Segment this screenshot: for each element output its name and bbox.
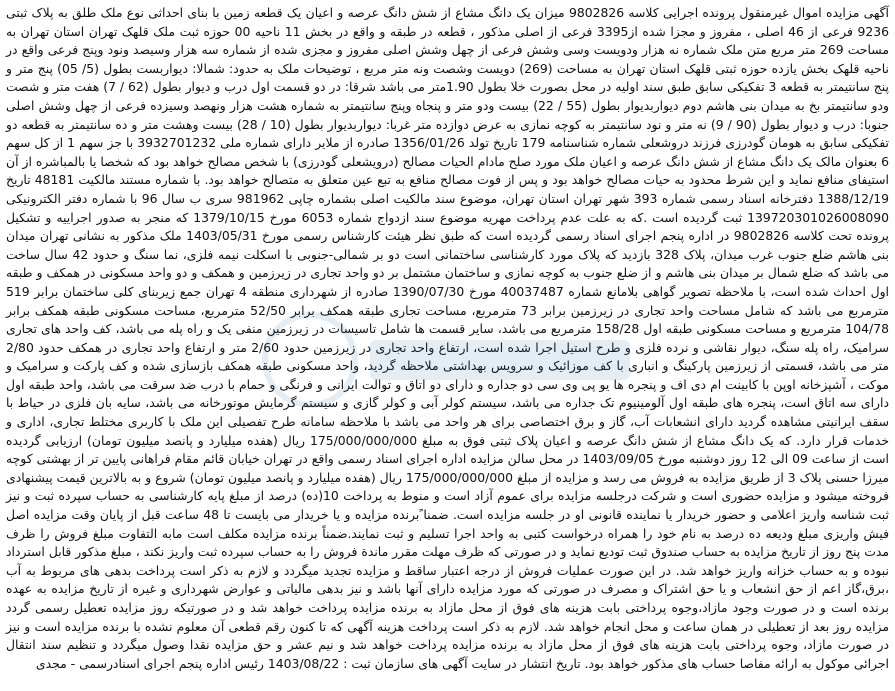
- auction-notice-text: آگهی مزایده اموال غیرمنقول پرونده اجرایی کلاسه 9802826 میزان یک دانگ مشاع از شش دانگ عرصه و اعیان یک قطعه زمین با بنای احداثی نوع ملک طلق به پلاک ثبتی 9236 فرعی از 46 اصلی ، مفروز و مجزا شده از3395 فرعی از اصلی مذکور ، قطعه در طبقه و واقع در بخش 11 ناحیه 00 حوزه ثبت ملک قلهک تهران استان تهران به مساحت 269 متر مربع متن ملک شماره نه هزار ودویست وسی وشش فرعی از چهل وشش اصلی مفروز و مجزی شده از شماره سه هزار وسیصد ونود وپنج فرعی واقع در ناحیه قلهک بخش یازده حوزه ثبتی قلهک استان تهران به مساحت (269) دویست وشصت ونه متر مربع ، توضیحات ملک به حدود: شمالا: دیواربست بطول (5/ 05) پنج متر و پنج سانتیمتر به قطعه 3 تفکیکی سابق طبق سند اولیه در محل بصورت خلا بطول 1.90متر می باشد شرقا: در دو قسمت اول درب و دیوار بطول (62 / 7) هفت متر و شصت ودو سانتیمتر بخ به میدان بنی هاشم دوم دیواربدیوار بطول (55 / 22) بیست ودو متر و پنجاه وپنج سانتیمتر به شماره هشت هزار ونهصد وسیزده فرعی از چهل وشش اصلی جنوبا: درب و دیوار بطول (90 / 9) نه متر و نود سانتیمتر به کوچه نمازی به عرض دوازده متر غربا: دیواربدیوار بطول (10 / 28) بیست وهشت متر و ده سانتیمتر به قطعه دو تفکیکی سابق به هومان گودرزی فرزند دروشعلی شماره شناسنامه 179 تاریخ تولد 1356/01/26 صادره از ملایر دارای شماره ملی 3932701232 با جز سهم 1 از کل سهم 6 بعنوان مالک یک دانگ مشاع از شش دانگ عرصه و اعیان ملک مورد صلح مادام الحیات مصالح (درویشعلی گودرزی) با شخص مصالح خواهد بود که شخصا یا بالمباشره از آن استیفای منافع نماید و این شرط محدود به حیات مصالح خواهد بود و پس از فوت مصالح منافع به تبع عین متعلق به متصالح خواهد بود. با شماره مستند مالکیت 48181 تاریخ 1388/12/19 دفترخانه اسناد رسمی شماره 393 شهر تهران استان تهران، موضوع سند مالکیت اصلی بشماره چاپی 981962 سری ب سال 96 با شماره دفتر الکترونیکی 139720301026008090 ثبت گردیده است .که به علت عدم پرداخت مهریه موضوع سند ازدواج شماره 6053 مورخ 1379/10/15 که منجر به صدور اجراییه و تشکیل پرونده تحت کلاسه 9802826 در اداره پنجم اجرای اسناد رسمی گردیده است که طبق نظر هیئت کارشناس رسمی مورخ 1403/05/31 ملک مذکور به نشانی تهران میدان بنی هاشم ضلع جنوب غرب میدان، پلاک 328 بازدید که پلاک مورد کارشناسی ساختمانی است دو بر شمالی-جنوبی با اسکلت نیمه فلزی، نما سنگ و حدود 42 سال ساخت می باشد که ضلع شمال بر میدان بنی هاشم و از ضلع جنوب به کوچه نمازی و ساختمان مشتمل بر دو واحد تجاری در زیرزمین و همکف و دو واحد مسکونی در همکف و طبقه اول احداث شده است، با ملاحظه تصویر گواهی بلامانع شماره 40037487 مورخ 1390/07/30 صادره از شهرداری منطقه 4 تهران جمع زیربنای کلی ساختمان برابر 519 مترمربع می باشد که شامل مساحت واحد تجاری در زیرزمین برابر 73 مترمربع، مساحت تجاری طبقه همکف برابر 52/50 مترمربع، مساحت مسکونی طبقه همکف برابر 104/78 مترمربع و مساحت مسکونی طبقه اول 158/28 مترمربع می باشد، سایر قسمت ها شامل تاسیسات در زیرزمین منفی یک و راه پله می باشد، کف واحد های تجاری سرامیک، راه پله سنگ، دیوار نقاشی و نرده فلزی و طرح استیل اجرا شده است، ارتفاع واحد تجاری در زیرزمین حدود 2/60 متر و ارتفاع واحد تجاری در همکف حدود 2/80 متر می باشد، قسمتی از زیرزمین پارکینگ و انباری با کف موزائیک و سرویس بهداشتی ملاحظه گردید، واحد مسکونی طبقه همکف بازسازی شده و کف پارکت و سرامیک و موکت ، آشپزخانه اوپن با کابینت ام دی اف و پنجره ها یو پی وی سی دو جداره و دارای دو اتاق و توالت ایرانی و فرنگی و حمام با درب ضد سرقت می باشد، واحد طبقه اول دارای سه اتاق است، پنجره های طبقه اول آلومینیوم تک جداره می باشد، سیستم کولر آبی و کولر گازی و سیستم گرمایش موتورخانه می باشد، سایه بان فلزی در حیاط با سقف ایرانیتی مشاهده گردید دارای انشعابات آب، گاز و برق اختصاصی برای هر واحد می باشد با ملاحظه سامانه طرح تفصیلی این ملک با کاربری مختلط تجاری، اداری و خدمات قرار دارد. که یک دانگ مشاع از شش دانگ عرصه و اعیان پلاک ثبتی فوق به مبلغ 175/000/000/000 ریال (هفده میلیارد و پانصد میلیون تومان) ارزیابی گردیده است از ساعت 09 الی 12 روز دوشنبه مورخ 1403/09/05 در محل سالن مزایده اداره اجرای اسناد رسمی واقع در تهران خیابان قائم مقام فراهانی پایین تر از بهشتی کوچه میرزا حسنی پلاک 3 از طریق مزایده به فروش می رسد و مزایده از مبلغ 175/000/000/000 ریال (هفده میلیارد و پانصد میلیون تومان) شروع و به بالاترین قیمت پیشنهادی فروخته میشود و مزایده حضوری است و شرکت درجلسه مزایده برای عموم آزاد است و منوط به پرداخت 10(ده) درصد از مبلغ پایه کارشناسی به حساب سپرده ثبت و نیز ثبت شناسه واریز اعلامی و حضور خریدار یا نماینده قانونی او در جلسه مزایده است. ضمنا ًبرنده مزایده و یا خریدار می بایست تا 48 ساعت قبل از پایان وقت مزایده اصل فیش واریزی مبلغ ودیعه ده درصد به نام خود را همراه درخواست کتبی به واحد اجرا تسلیم و ثبت نمایند.ضمناً برنده مزایده مکلف است مابه التفاوت مبلغ فروش را ظرف مدت پنج روز از تاریخ مزایده به حساب صندوق ثبت تودیع نماید و در صورتی که ظرف مهلت مقرر ماندة فروش را به حساب سپرده ثبت واریز نکند ، مبلغ مذکور قابل استرداد نبوده و به حساب خزانه واریز خواهد شد. در این صورت عملیات فروش از درجه اعتبار ساقط و مزایده تجدید میگردد و لازم به ذکر است پرداخت بدهی های مربوط به آب ،برق،گاز اعم از حق انشعاب و یا حق اشتراک و مصرف در صورتی که مورد مزایده دارای آنها باشد و نیز بدهی مالیاتی و عوارض شهرداری و غیره از تاریخ مزایده به عهده برنده است و در صورت وجود مازاد،وجوه پرداختی بابت هزینه های فوق از محل مازاد به برنده مزایده پرداخت خواهد شد و در صورتیکه روز مزایده تعطیل رسمی گردد مزایده روز بعد از تعطیلی در همان ساعت و محل انجام خواهد شد. لازم به ذکر است پرداخت هزینه آگهی که تا کنون رقم قطعی آن معلوم نشده با برنده مزایده است و نیز در صورت مازاد، وجوه پرداختی بابت هزینه های فوق از محل مازاد به برنده مزایده پرداخت خواهد شد و نیم عشر و حق مزایده نقدا وصول میگردد و تنظیم سند انتقال اجرائی موکول به ارائه مفاصا حساب های مذکور خواهد بود. تاریخ انتشار در سایت آگهی های سازمان ثبت : 1403/08/22 رئیس اداره پنجم اجرای اسنادرسمی - مجدی: [6, 5, 890, 671]
- auction-notice: [6, 4, 889, 673]
